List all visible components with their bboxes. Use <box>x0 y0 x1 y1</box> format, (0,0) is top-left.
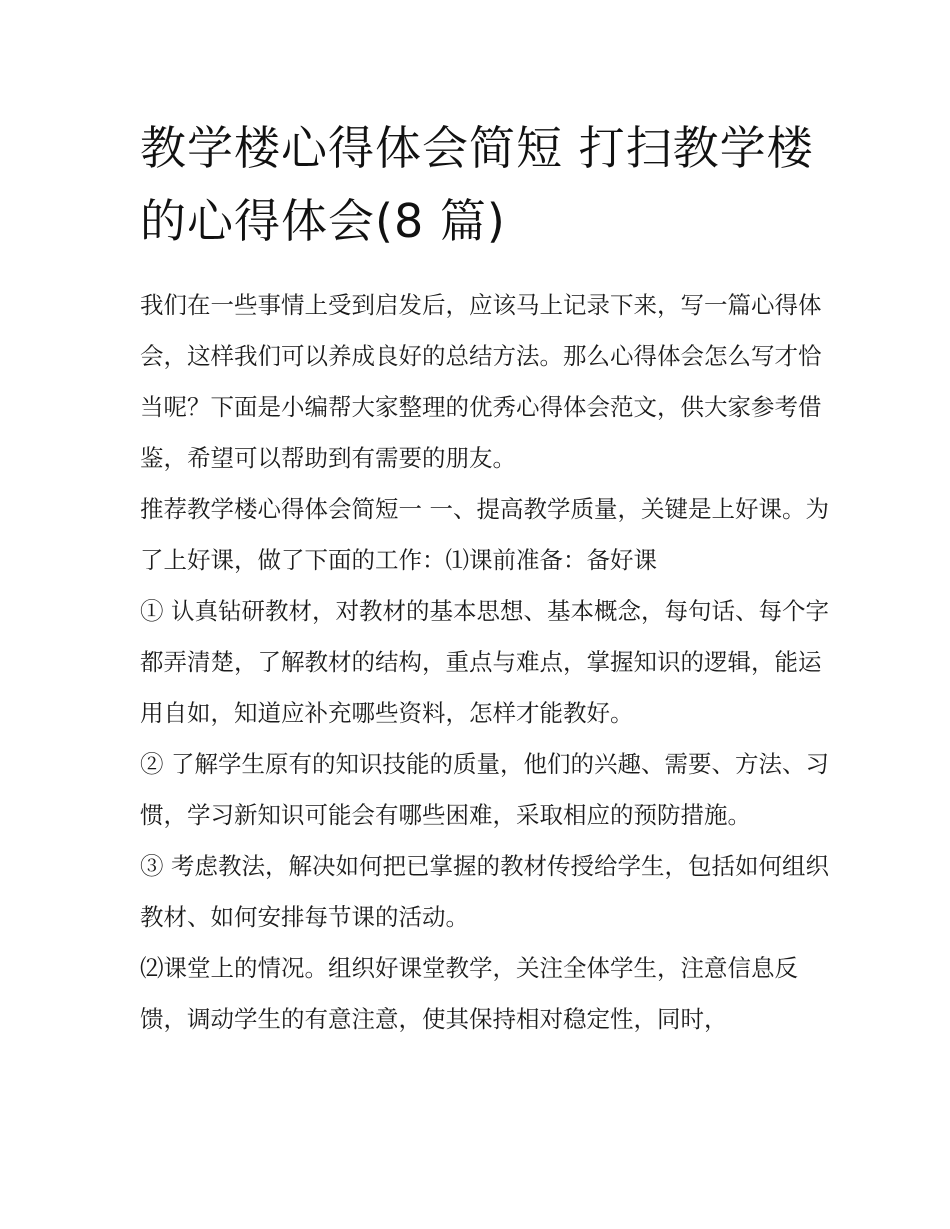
point-two-paragraph: ② 了解学生原有的知识技能的质量，他们的兴趣、需要、方法、习惯，学习新知识可能会有哪些困难，采取相应的预防措施。 <box>140 750 829 829</box>
section-one-paragraph: 推荐教学楼心得体会简短一 一、提高教学质量，关键是上好课。为了上好课，做了下面的工作：⑴课前准备：备好课 <box>140 495 829 574</box>
document-body <box>140 280 830 1045</box>
classroom-paragraph: ⑵课堂上的情况。组织好课堂教学，关注全体学生，注意信息反馈，调动学生的有意注意，使其保持相对稳定性，同时， <box>140 954 798 1033</box>
point-three-paragraph: ③ 考虑教法，解决如何把已掌握的教材传授给学生，包括如何组织教材、如何安排每节课的活动。 <box>140 852 829 931</box>
document-title: 教学楼心得体会简短 打扫教学楼的心得体会(8 篇) <box>140 121 814 248</box>
point-one-paragraph: ① 认真钻研教材，对教材的基本思想、基本概念，每句话、每个字都弄清楚，了解教材的结构，重点与难点，掌握知识的逻辑，能运用自如，知道应补充哪些资料，怎样才能教好。 <box>140 597 829 727</box>
intro-paragraph: 我们在一些事情上受到启发后，应该马上记录下来，写一篇心得体会，这样我们可以养成良好的总结方法。那么心得体会怎么写才恰当呢？下面是小编帮大家整理的优秀心得体会范文，供大家参考借鉴，希望可以帮助到有需要的朋友。 <box>140 291 822 472</box>
